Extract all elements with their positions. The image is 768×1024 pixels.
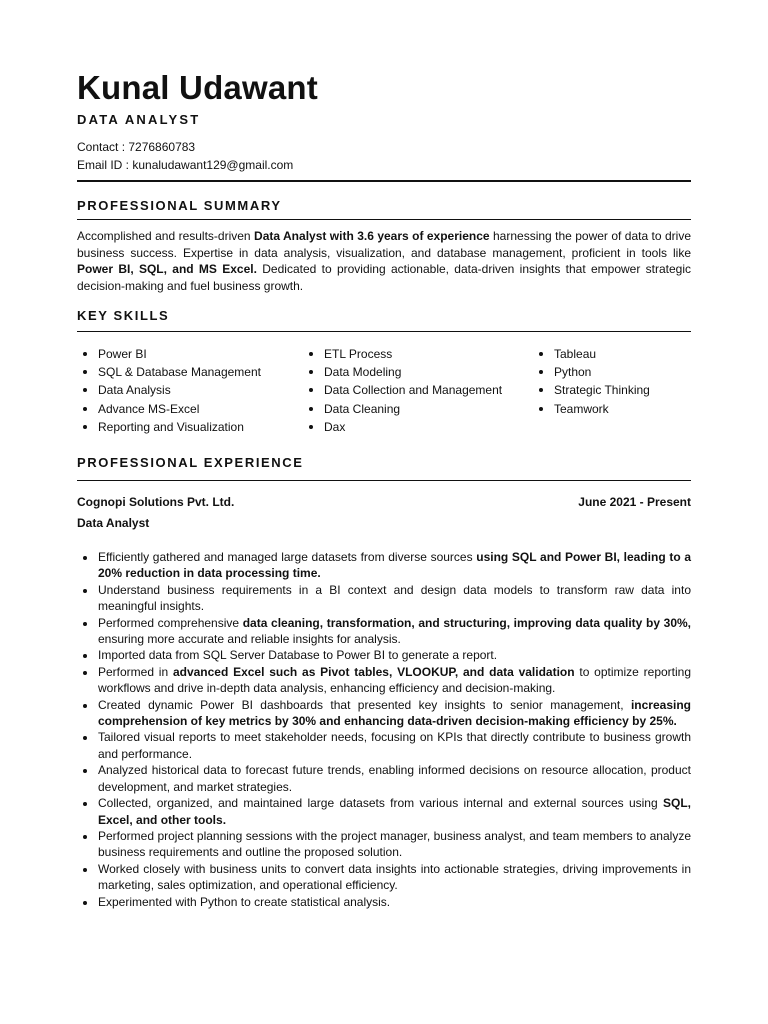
experience-bullet [77, 762, 691, 795]
employment-dates: June 2021 - Present [578, 495, 691, 509]
skill-item: Data Collection and Management [303, 381, 502, 399]
skills-column-3 [533, 345, 650, 418]
skill-item: Dax [303, 418, 502, 436]
skill-item: Advance MS-Excel [77, 400, 261, 418]
experience-bullets [77, 549, 691, 910]
experience-bullet [77, 795, 691, 828]
bullet-text: to optimize reporting workflows and drive in-depth data analysis, enhancing efficiency and decision-making. [98, 664, 692, 696]
experience-bullet [77, 549, 691, 582]
experience-bullet [77, 729, 691, 762]
experience-bullet [77, 664, 691, 697]
skill-item: Tableau [533, 345, 650, 363]
bullet-text: Tailored visual reports to meet stakeholder needs, focusing on KPIs that directly contribute to business growth and performance. [98, 730, 691, 761]
candidate-name: Kunal Udawant [77, 69, 318, 106]
company-name: Cognopi Solutions Pvt. Ltd. [77, 495, 235, 509]
summary-part-0: Accomplished and results-driven [77, 229, 255, 243]
summary-divider [77, 219, 691, 220]
experience-bullet [77, 697, 691, 730]
bullet-text: Performed project planning sessions with the project manager, business analyst, and team members to analyze business requirements and outline the proposed solution. [98, 828, 691, 860]
bullet-text: using SQL and Power BI, leading to a 20% reduction in data processing time. [98, 550, 691, 581]
job-title: Data Analyst [77, 516, 150, 530]
skill-item: Reporting and Visualization [77, 418, 261, 436]
bullet-text: SQL, Excel, and other tools. [98, 796, 691, 827]
contact-email: Email ID : kunaludawant129@gmail.com [77, 158, 294, 172]
bullet-text: advanced Excel such as Pivot tables, VLOOKUP, and data validation [172, 664, 575, 679]
bullet-text: Worked closely with business units to convert data insights into actionable strategies, driving improvements in marketing, sales optimization, and operational efficiency. [98, 861, 691, 893]
experience-bullet [77, 615, 691, 648]
bullet-text: Understand business requirements in a BI context and design data models to transform raw data into meaningful insights. [98, 582, 691, 614]
summary-part-3: Power BI, SQL, and MS Excel. [77, 262, 257, 277]
experience-bullet [77, 647, 691, 663]
experience-bullet [77, 828, 691, 861]
skills-divider [77, 331, 691, 332]
job-role: DATA ANALYST [77, 112, 201, 127]
skill-item: Data Analysis [77, 381, 261, 399]
contact-phone: Contact : 7276860783 [77, 140, 196, 154]
skill-item: ETL Process [303, 345, 502, 363]
skill-item: Data Cleaning [303, 400, 502, 418]
skill-item: Python [533, 363, 650, 381]
experience-bullet [77, 582, 691, 615]
bullet-text: Experimented with Python to create statistical analysis. [98, 894, 391, 909]
bullet-text: increasing comprehension of key metrics by 30% and enhancing data-driven decision-making efficiency by 25%. [98, 697, 691, 729]
skill-item: SQL & Database Management [77, 363, 261, 381]
bullet-text: Created dynamic Power BI dashboards that presented key insights to senior management, [98, 697, 631, 712]
experience-divider [77, 480, 691, 481]
skills-column-1 [77, 345, 261, 436]
experience-bullet [77, 894, 691, 910]
summary-text [77, 228, 691, 294]
bullet-text: data cleaning, transformation, and structuring, improving data quality by 30%, [242, 615, 692, 630]
header-divider [77, 180, 691, 182]
skill-item: Power BI [77, 345, 261, 363]
summary-part-1: Data Analyst with 3.6 years of experience [254, 229, 490, 243]
experience-heading: PROFESSIONAL EXPERIENCE [77, 455, 304, 470]
skill-item: Data Modeling [303, 363, 502, 381]
bullet-text: Performed comprehensive [98, 615, 243, 630]
bullet-text: Performed in [98, 664, 173, 679]
bullet-text: ensuring more accurate and reliable insights for analysis. [98, 632, 401, 647]
bullet-text: Imported data from SQL Server Database to Power BI to generate a report. [98, 648, 498, 663]
skills-heading: KEY SKILLS [77, 308, 170, 323]
experience-bullet [77, 861, 691, 894]
summary-heading: PROFESSIONAL SUMMARY [77, 198, 282, 213]
bullet-text: Efficiently gathered and managed large datasets from diverse sources [98, 550, 477, 564]
skills-column-2 [303, 345, 502, 436]
summary-part-2: harnessing the power of data to drive business success. Expertise in data analysis, visualization, and database management, proficient in tools like [77, 229, 692, 260]
skill-item: Strategic Thinking [533, 381, 650, 399]
bullet-text: Analyzed historical data to forecast future trends, enabling informed decisions on resource allocation, product development, and market strategies. [98, 763, 691, 794]
bullet-text: Collected, organized, and maintained large datasets from various internal and external sources using [98, 796, 663, 811]
summary-part-4: Dedicated to providing actionable, data-driven insights that empower strategic decision-making and fuel business growth. [77, 262, 692, 293]
skill-item: Teamwork [533, 400, 650, 418]
